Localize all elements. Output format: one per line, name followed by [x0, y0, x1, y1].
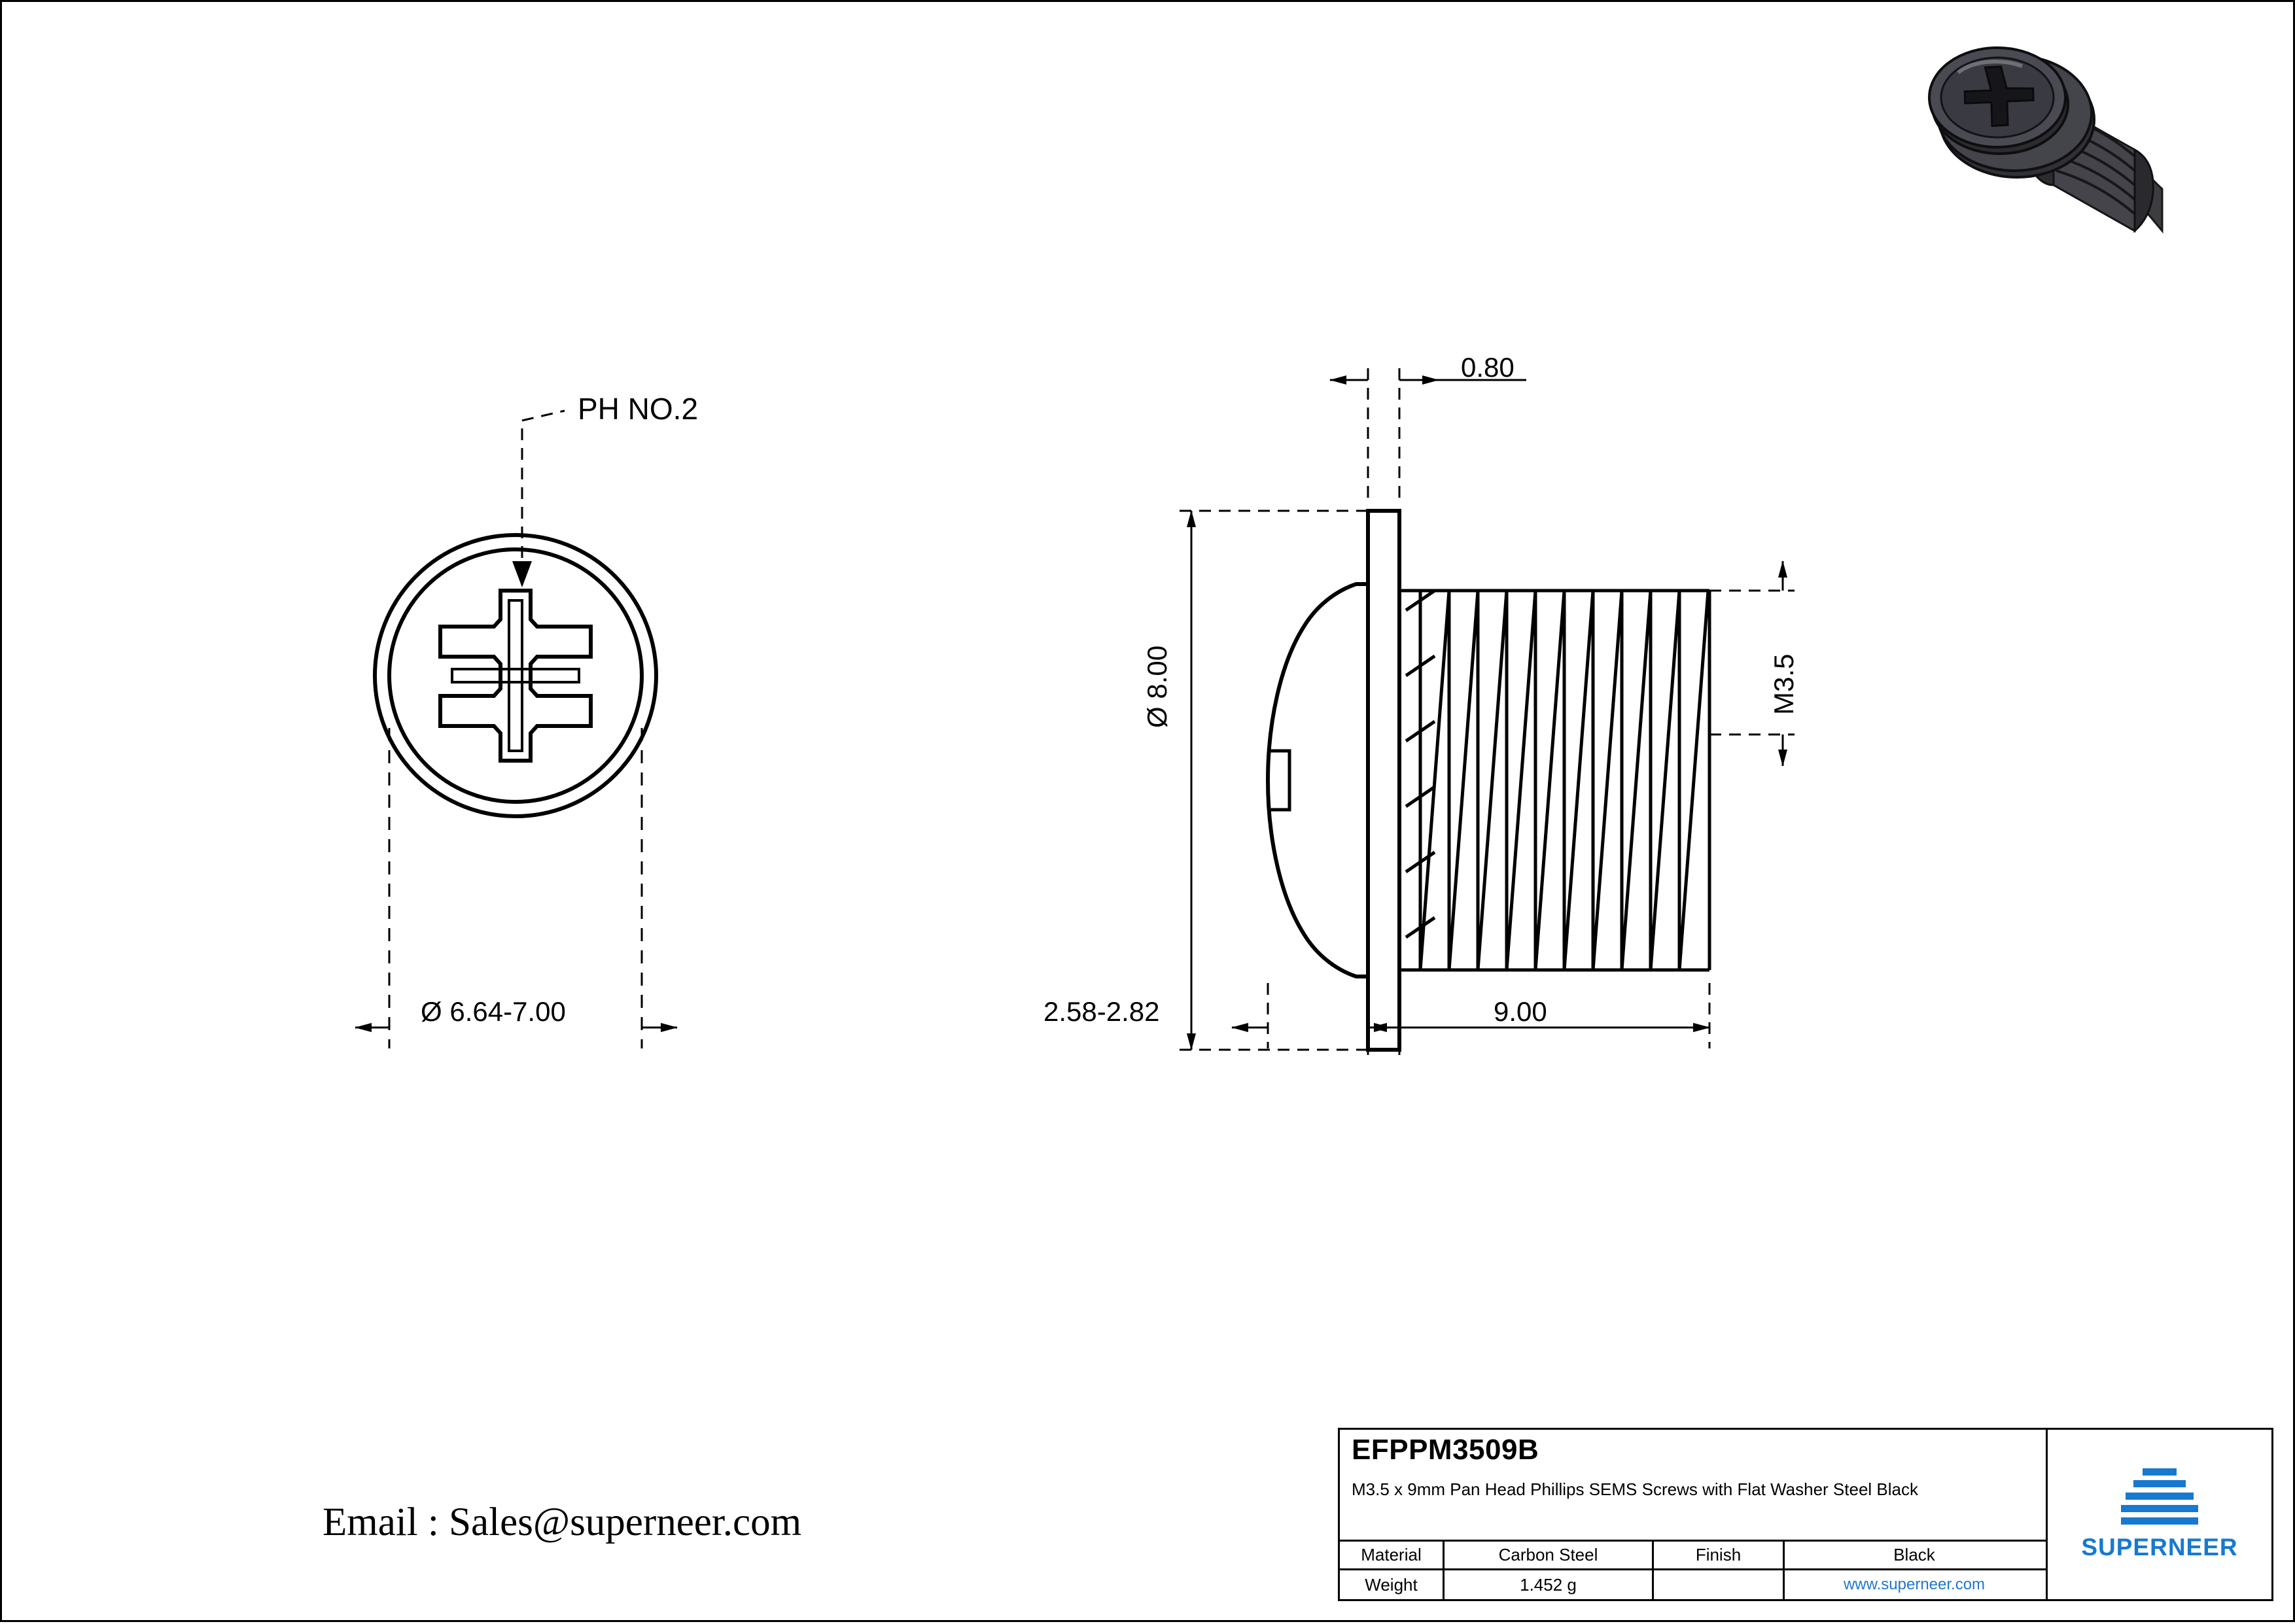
thread-size-label: M3.5 — [1768, 653, 1799, 715]
part-description: M3.5 x 9mm Pan Head Phillips SEMS Screws with Flat Washer Steel Black — [1340, 1477, 2046, 1542]
title-block-left — [1340, 1430, 2048, 1599]
weight-value: 1.452 g — [1445, 1570, 1654, 1599]
finish-value: Black — [1893, 1545, 1935, 1565]
part-code: EFPPM3509B — [1352, 1434, 1539, 1466]
title-block — [1338, 1428, 2273, 1601]
washer-od-label: Ø 6.64-7.00 — [421, 996, 566, 1027]
washer-thickness-dimension — [1330, 368, 1526, 506]
driver-callout-label: PH NO.2 — [578, 392, 699, 426]
website-link[interactable]: www.superneer.com — [1843, 1576, 1986, 1594]
material-label: Material — [1340, 1542, 1445, 1568]
head-diameter-label: Ø 8.00 — [1142, 645, 1172, 728]
head-diameter-dimension — [1180, 511, 1369, 1050]
side-view — [1268, 511, 1709, 1050]
washer-thickness-label: 0.80 — [1461, 352, 1515, 383]
head-height-dimension — [1232, 983, 1390, 1055]
superneer-logo-icon — [2121, 1468, 2198, 1525]
driver-leader — [512, 411, 565, 587]
weight-website-row — [1340, 1570, 2046, 1599]
thread-length-label: 9.00 — [1494, 996, 1547, 1027]
weight-label: Weight — [1340, 1570, 1445, 1599]
material-finish-row — [1340, 1542, 2046, 1570]
brand-name: SUPERNEER — [2081, 1533, 2238, 1561]
front-view — [375, 535, 656, 816]
material-value: Carbon Steel — [1445, 1542, 1654, 1568]
contact-email: Email : Sales@superneer.com — [323, 1500, 802, 1544]
head-height-label: 2.58-2.82 — [1043, 996, 1160, 1027]
screw-3d-render — [1919, 35, 2233, 270]
spacer-cell — [1654, 1570, 1785, 1599]
brand-logo — [2048, 1430, 2271, 1599]
finish-label: Finish — [1654, 1542, 1785, 1568]
